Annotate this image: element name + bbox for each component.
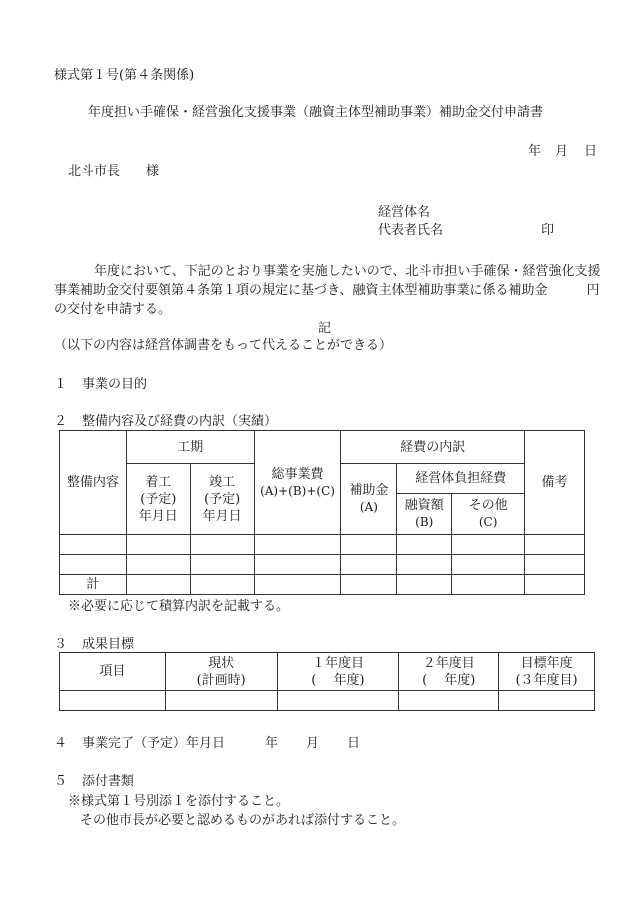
expense-table	[59, 430, 585, 595]
cell[interactable]	[341, 555, 397, 575]
header-loan: 融資額 (B)	[397, 494, 452, 535]
header-burden: 経営体負担経費	[397, 464, 525, 494]
cell[interactable]	[525, 535, 585, 555]
cell[interactable]	[525, 575, 585, 595]
section-2-title: 整備内容及び経費の内訳（実績）	[82, 414, 278, 429]
cell[interactable]	[165, 691, 277, 711]
cell[interactable]	[190, 535, 254, 555]
table-row	[60, 535, 585, 555]
section-3-title: 成果目標	[82, 637, 135, 652]
section-5-heading	[54, 773, 134, 791]
section-4-number: ４	[54, 736, 68, 751]
section-1-number: １	[54, 377, 68, 392]
header-remarks: 備考	[525, 431, 585, 535]
cell[interactable]	[126, 575, 190, 595]
completion-day-label: 日	[347, 736, 361, 751]
body-paragraph: 年度において、下記のとおり事業を実施したいので、北斗市担い手確保・経営強化支援事業補助金交付要領第４条第１項の規定に基づき、融資主体型補助事業に係る補助金 円の交付を申請する。	[54, 264, 601, 317]
section-5-number: ５	[54, 774, 68, 789]
estimate-note: ※必要に応じて積算内訳を記載する。	[68, 599, 290, 614]
representative-label: 代表者氏名	[378, 223, 444, 238]
header-breakdown: 経費の内訳	[341, 431, 525, 464]
cell[interactable]	[452, 535, 525, 555]
attachment-line-2: その他市長が必要と認めるものがあれば添付すること。	[80, 813, 406, 828]
cell[interactable]	[341, 575, 397, 595]
section-3-heading	[54, 636, 134, 654]
ki-heading: 記	[318, 321, 332, 336]
header-period: 工期	[126, 431, 254, 464]
table-row	[60, 555, 585, 575]
total-label: 計	[60, 575, 127, 595]
addressee: 北斗市長 様	[68, 164, 160, 179]
cell[interactable]	[452, 575, 525, 595]
cell[interactable]	[254, 575, 341, 595]
section-5-title: 添付書類	[82, 774, 135, 789]
cell[interactable]	[60, 555, 127, 575]
form-number: 様式第１号(第４条関係)	[54, 68, 195, 83]
header-current: 現状 (計画時)	[165, 653, 277, 691]
cell[interactable]	[126, 535, 190, 555]
section-4-heading	[54, 735, 360, 753]
cell[interactable]	[190, 575, 254, 595]
cell[interactable]	[126, 555, 190, 575]
date-line	[528, 143, 597, 161]
header-target: 目標年度 (３年度目)	[499, 653, 595, 691]
completion-year-label: 年	[265, 736, 279, 751]
header-end-date: 竣工 (予定) 年月日	[190, 464, 254, 535]
cell[interactable]	[397, 555, 452, 575]
header-total: 総事業費 (A)+(B)+(C)	[254, 431, 341, 535]
header-year1: １年度目 ( 年度)	[277, 653, 399, 691]
cell[interactable]	[341, 535, 397, 555]
cell[interactable]	[277, 691, 399, 711]
cell[interactable]	[254, 535, 341, 555]
cell[interactable]	[190, 555, 254, 575]
header-content: 整備内容	[60, 431, 127, 535]
header-other: その他 (C)	[452, 494, 525, 535]
date-year-label: 年	[528, 144, 542, 159]
cell[interactable]	[397, 575, 452, 595]
cell[interactable]	[499, 691, 595, 711]
completion-month-label: 月	[306, 736, 320, 751]
cell[interactable]	[254, 555, 341, 575]
target-table	[59, 652, 595, 711]
section-2-heading	[54, 413, 277, 431]
cell[interactable]	[60, 691, 166, 711]
header-start-date: 着工 (予定) 年月日	[126, 464, 190, 535]
section-4-title: 事業完了（予定）年月日	[82, 736, 226, 751]
section-1-title: 事業の目的	[82, 377, 148, 392]
table-row	[60, 691, 595, 711]
header-item: 項目	[60, 653, 166, 691]
header-year2: ２年度目 ( 年度)	[399, 653, 499, 691]
cell[interactable]	[452, 555, 525, 575]
cell[interactable]	[397, 535, 452, 555]
attachment-line-1: ※様式第１号別添１を添付すること。	[68, 794, 290, 809]
org-name-label: 経営体名	[378, 205, 431, 220]
total-row	[60, 575, 585, 595]
cell[interactable]	[399, 691, 499, 711]
document-title: 年度担い手確保・経営強化支援事業（融資主体型補助事業）補助金交付申請書	[88, 105, 544, 120]
date-month-label: 月	[555, 144, 569, 159]
cell[interactable]	[525, 555, 585, 575]
cell[interactable]	[60, 535, 127, 555]
section-2-number: ２	[54, 414, 68, 429]
section-3-number: ３	[54, 637, 68, 652]
substitute-note: （以下の内容は経営体調書をもって代えることができる）	[54, 338, 393, 353]
header-subsidy: 補助金 (A)	[341, 464, 397, 535]
section-1-heading	[54, 376, 147, 394]
seal-mark: 印	[541, 223, 555, 238]
date-day-label: 日	[584, 144, 598, 159]
